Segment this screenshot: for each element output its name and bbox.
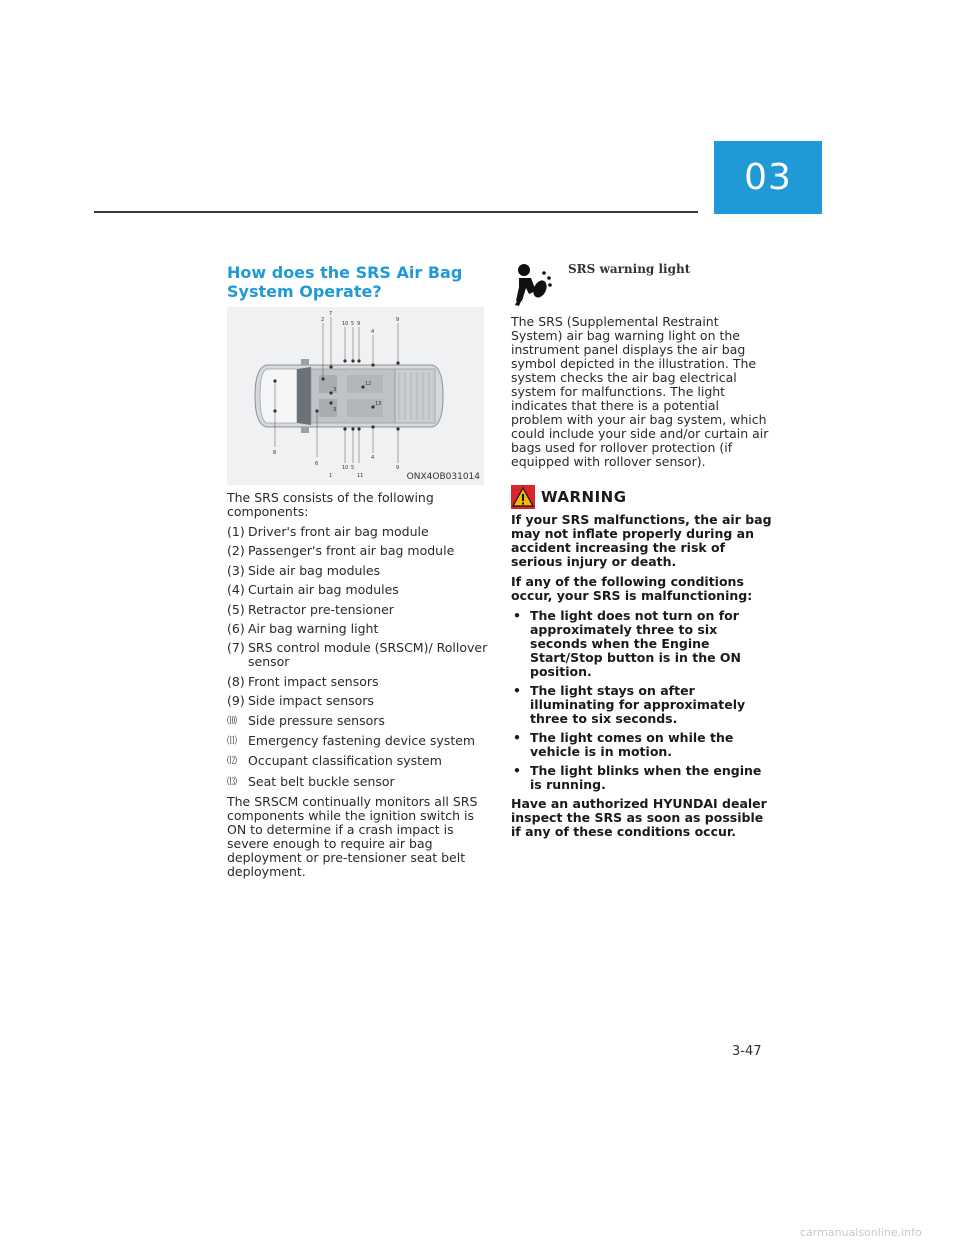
- right-column: [511, 257, 773, 845]
- airbag-warning-icon: [513, 261, 553, 311]
- chapter-number: 03: [744, 157, 792, 198]
- srs-warning-light-label: SRS warning light: [568, 262, 691, 276]
- list-item: • The light comes on while the vehicle is in motion.: [513, 730, 734, 759]
- srs-description: The SRS (Supplemental Restraint System) air bag warning light on the instrument panel displays the air bag symbol depicted in the illustration. The system checks the air bag electrical system for malfunctions. The light indicates that there is a potential problem with your air bag system, which could include your side and/or curtain air bags used for rollover protection (if equipped with rollover sensor).: [511, 314, 769, 469]
- list-item: • The light stays on after illuminating for approximately three to six seconds.: [513, 683, 746, 726]
- warning-paragraph-1: If your SRS malfunctions, the air bag may not inflate properly during an accident increasing the risk of serious injury or death.: [511, 512, 772, 569]
- callout-9-top: 9: [357, 321, 361, 327]
- warning-closing: Have an authorized HYUNDAI dealer inspect the SRS as soon as possible if any of these conditions occur.: [511, 796, 767, 839]
- list-item: ⑾ Emergency fastening device system: [227, 732, 476, 748]
- list-item: (9) Side impact sensors: [227, 693, 374, 709]
- list-item: (6) Air bag warning light: [227, 620, 379, 636]
- list-item: (4) Curtain air bag modules: [227, 582, 399, 598]
- list-item: ⑽ Side pressure sensors: [227, 712, 385, 728]
- list-item: (2) Passenger's front air bag module: [227, 543, 455, 559]
- airbag-system-figure: [227, 307, 484, 485]
- warning-header: [511, 485, 773, 509]
- callout-9-top-right: 9: [396, 317, 400, 323]
- list-item: • The light does not turn on for approximately three to six seconds when the Engine Start/Stop button is in the ON position.: [513, 608, 742, 679]
- vehicle-top-view-illustration: [227, 307, 484, 485]
- left-column: [227, 491, 489, 885]
- header-rule: [94, 211, 698, 213]
- callout-3-front: 3: [333, 387, 337, 393]
- warning-triangle-icon: [511, 485, 535, 509]
- components-intro: The SRS consists of the following components:: [227, 490, 434, 519]
- page-number: 3-47: [732, 1044, 762, 1059]
- list-item: ⑿ Occupant classification system: [227, 753, 442, 769]
- list-item: (3) Side air bag modules: [227, 562, 381, 578]
- section-title: How does the SRS Air Bag System Operate?: [227, 263, 463, 301]
- callout-5-top: 5: [351, 321, 355, 327]
- callout-7: 7: [329, 311, 333, 317]
- components-list: [227, 525, 489, 790]
- list-item: (7) SRS control module (SRSCM)/ Rollover sensor: [227, 640, 488, 670]
- callout-10-bottom: 10: [342, 465, 349, 471]
- srs-warning-light-header: [511, 257, 773, 315]
- watermark: carmanualsonline.info: [800, 1226, 922, 1239]
- list-item: ⒀ Seat belt buckle sensor: [227, 773, 395, 789]
- callout-13: 13: [375, 401, 382, 407]
- monitor-paragraph: The SRSCM continually monitors all SRS components while the ignition switch is ON to determine if a crash impact is severe enough to require air bag deployment or pre-tensioner seat belt deployment.: [227, 794, 478, 880]
- list-item: (1) Driver's front air bag module: [227, 524, 429, 539]
- callout-2: 2: [321, 317, 325, 323]
- callout-11: 11: [357, 473, 364, 479]
- callout-9-bottom: 9: [396, 465, 400, 471]
- callout-1: 1: [329, 473, 333, 479]
- callout-4-bottom: 4: [371, 455, 375, 461]
- figure-code: ONX4OB031014: [406, 472, 480, 482]
- list-item: (8) Front impact sensors: [227, 673, 379, 689]
- callout-12: 12: [365, 381, 372, 387]
- callout-3-rear: 3: [333, 407, 337, 413]
- warning-title: WARNING: [541, 488, 627, 506]
- callout-10-top: 10: [342, 321, 349, 327]
- warning-conditions-list: [511, 609, 773, 792]
- callout-8: 8: [273, 450, 277, 456]
- chapter-tab: [714, 141, 822, 214]
- warning-paragraph-2: If any of the following conditions occur, your SRS is malfunctioning:: [511, 574, 753, 603]
- callout-5-bottom: 5: [351, 465, 355, 471]
- callout-6: 6: [315, 461, 319, 467]
- list-item: • The light blinks when the engine is running.: [513, 763, 762, 792]
- list-item: (5) Retractor pre-tensioner: [227, 601, 394, 617]
- callout-4-top: 4: [371, 329, 375, 335]
